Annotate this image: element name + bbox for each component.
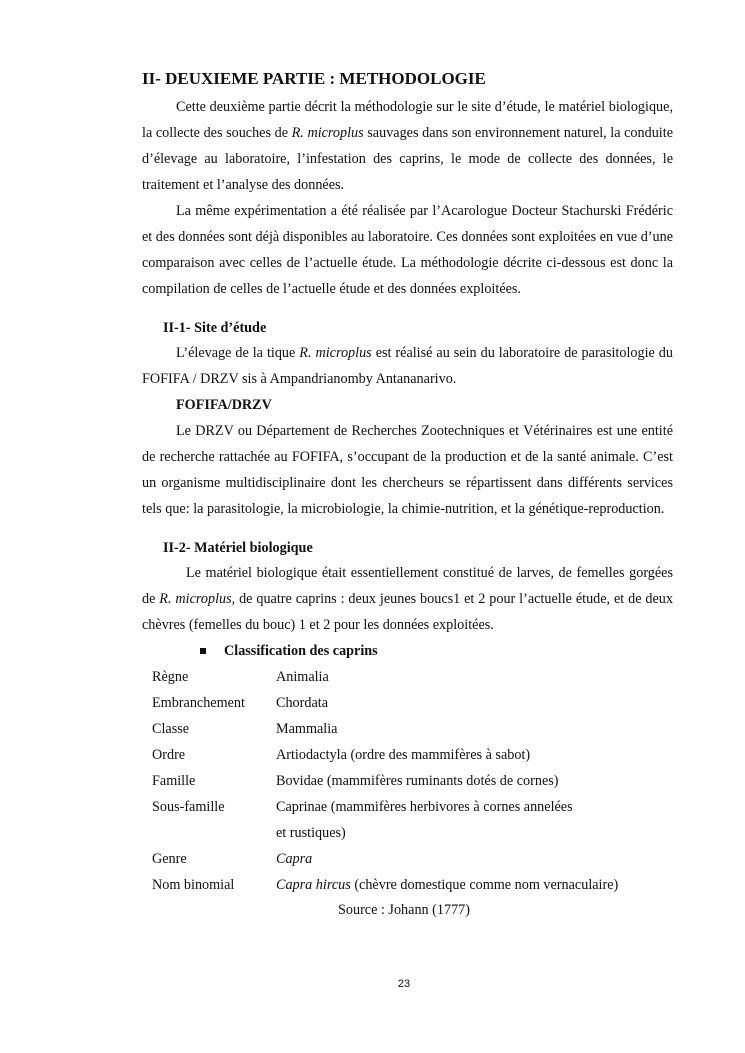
classification-heading bbox=[200, 638, 673, 664]
section-title: II- DEUXIEME PARTIE : METHODOLOGIE bbox=[142, 69, 486, 88]
rank-value bbox=[276, 794, 618, 846]
table-row bbox=[152, 794, 618, 846]
genus-name: Capra bbox=[276, 851, 313, 867]
table-row bbox=[152, 846, 618, 872]
rank-label: Nom binomial bbox=[152, 877, 235, 893]
vernacular-note: (chèvre domestique comme nom vernaculaire) bbox=[350, 877, 619, 893]
rank-value: Mammalia bbox=[276, 721, 338, 737]
species-name: R. microplus bbox=[159, 591, 232, 607]
table-row bbox=[152, 742, 618, 768]
rank-value bbox=[276, 872, 618, 898]
intro-text: Cette deuxième partie décrit la méthodologie sur le site d’étude, le matériel biologique, la collecte des souches de bbox=[142, 99, 673, 141]
materiel-text: Le matériel biologique était essentiellement constitué de larves, de femelles gorgées de bbox=[142, 565, 673, 607]
classification-title: Classification des caprins bbox=[224, 643, 378, 659]
source-citation: Source : Johann (1777) bbox=[338, 902, 470, 918]
rank-label: Ordre bbox=[152, 747, 186, 763]
subsection-site-title: II-1- Site d’étude bbox=[163, 320, 267, 336]
classification-table bbox=[152, 664, 618, 898]
table-row bbox=[152, 664, 618, 690]
table-row bbox=[152, 690, 618, 716]
site-text: L’élevage de la tique bbox=[176, 345, 300, 361]
table-row bbox=[152, 872, 618, 898]
materiel-text: , de quatre caprins : deux jeunes boucs1 et 2 pour l’actuelle étude, et de deux chèvres (femelles du bouc) 1 et 2 pour les données exploitées. bbox=[142, 591, 673, 633]
rank-value: Chordata bbox=[276, 695, 329, 711]
species-name: R. microplus bbox=[291, 125, 364, 141]
rank-value: Artiodactyla (ordre des mammifères à sabot) bbox=[276, 747, 531, 763]
table-row bbox=[152, 716, 618, 742]
rank-label: Classe bbox=[152, 721, 190, 737]
document-page bbox=[142, 68, 673, 922]
intro-text: sauvages dans son environnement naturel, la conduite d’élevage au laboratoire, l’infestation des caprins, le mode de collecte des données, le traitement et l’analyse des données. bbox=[142, 125, 673, 193]
rank-label: Genre bbox=[152, 851, 187, 867]
binomial-name: Capra hircus bbox=[276, 877, 351, 893]
subsection-materiel-title: II-2- Matériel biologique bbox=[163, 540, 313, 556]
site-paragraph-2: Le DRZV ou Département de Recherches Zootechniques et Vétérinaires est une entité de recherche rattachée au FOFIFA, s’occupant de la production et de la santé animale. C’est un organisme multidisciplinaire dont les chercheurs se répartissent dans différents services tels que: la parasitologie, la microbiologie, la chimie-nutrition, et la génétique-reproduction. bbox=[142, 423, 673, 517]
site-text: est réalisé au sein du laboratoire de parasitologie du FOFIFA / DRZV sis à Ampandrianomby Antananarivo. bbox=[142, 345, 673, 387]
species-name: R. microplus bbox=[299, 345, 372, 361]
rank-value bbox=[276, 846, 618, 872]
page-number: 23 bbox=[397, 978, 411, 990]
rank-value: Animalia bbox=[276, 669, 329, 685]
rank-label: Règne bbox=[152, 669, 189, 685]
rank-value-line-2: et rustiques) bbox=[276, 825, 346, 841]
table-row bbox=[152, 768, 618, 794]
rank-value: Bovidae (mammifères ruminants dotés de cornes) bbox=[276, 773, 559, 789]
rank-value-line-1: Caprinae (mammifères herbivores à cornes annelées bbox=[276, 799, 573, 815]
rank-label: Famille bbox=[152, 773, 196, 789]
rank-label: Embranchement bbox=[152, 695, 245, 711]
materiel-paragraph bbox=[142, 560, 673, 638]
square-bullet-icon bbox=[200, 648, 206, 654]
site-paragraph-1 bbox=[142, 340, 673, 392]
intro-paragraph-1 bbox=[142, 94, 673, 198]
rank-label: Sous-famille bbox=[152, 799, 225, 815]
fofifa-label: FOFIFA/DRZV bbox=[176, 397, 272, 413]
intro-paragraph-2: La même expérimentation a été réalisée par l’Acarologue Docteur Stachurski Frédéric et des données sont déjà disponibles au laboratoire. Ces données sont exploitées en vue d’une comparaison avec celles de l’actuelle étude. La méthodologie décrite ci-dessous est donc la compilation de celles de l’actuelle étude et des données exploitées. bbox=[142, 203, 673, 297]
